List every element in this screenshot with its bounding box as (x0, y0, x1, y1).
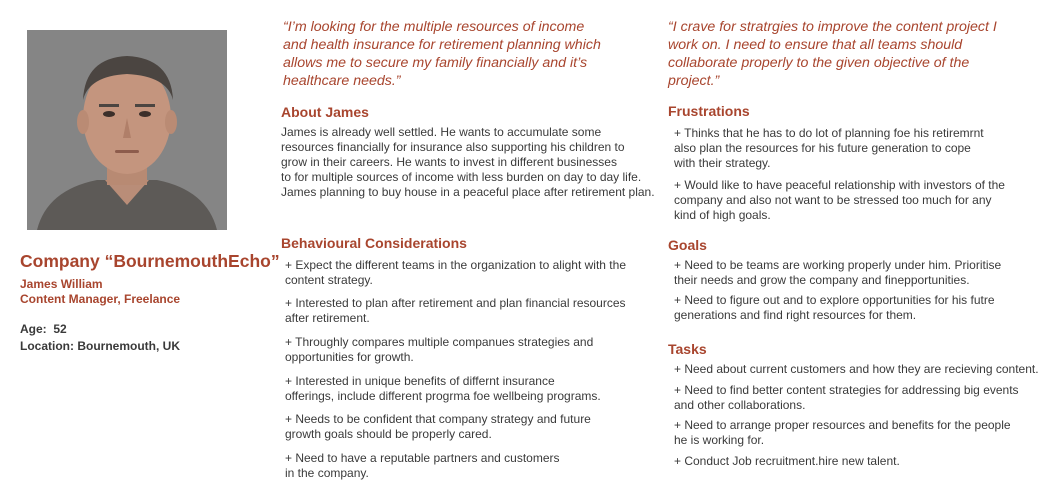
task-item: + Need to arrange proper resources and benefits for the people he is working for. (674, 418, 1011, 447)
behaviour-item: + Need to have a reputable partners and customers in the company. (285, 451, 560, 480)
goal-item: + Need to be teams are working properly under him. Prioritise their needs and grow the company and finepportunities. (674, 258, 1002, 287)
company-name: Company “BournemouthEcho” (20, 251, 280, 271)
tasks-heading: Tasks (668, 341, 707, 357)
frustrations-heading: Frustrations (668, 103, 750, 119)
age-value: 52 (53, 322, 67, 336)
portrait-photo (27, 30, 227, 230)
behaviour-heading: Behavioural Considerations (281, 235, 467, 251)
about-heading: About James (281, 104, 369, 120)
task-item: + Need to find better content strategies for addressing big events and other collaborations. (674, 383, 1019, 412)
location-label: Location: (20, 339, 74, 353)
frustration-item: + Would like to have peaceful relationship with investors of the company and also not want to be stressed too much for any kind of high goals. (674, 178, 1005, 222)
frustration-item: + Thinks that he has to do lot of planning foe his retiremrnt also plan the resources for his future generation to cope with their strategy. (674, 126, 984, 170)
behaviour-item: + Interested to plan after retirement and plan financial resources after retirement. (285, 296, 626, 325)
person-role: Content Manager, Freelance (20, 292, 181, 306)
behaviour-item: + Expect the different teams in the organization to alight with the content strategy. (285, 258, 626, 287)
about-text: James is already well settled. He wants to accumulate some resources financially for insurance also supporting his children to grow in their careers. He wants to invest in different businesses to for multiple sources of income with less burden on day to day life. James planning to buy house in a peaceful place after retirement plan. (281, 125, 655, 199)
goal-item: + Need to figure out and to explore opportunities for his futre generations and find right resources for them. (674, 293, 995, 322)
goals-heading: Goals (668, 237, 707, 253)
location-row (20, 339, 180, 353)
behaviour-item: + Needs to be confident that company strategy and future growth goals should be properly cared. (285, 412, 591, 441)
task-item: + Need about current customers and how they are recieving content. (674, 362, 1039, 376)
behaviour-item: + Interested in unique benefits of differnt insurance offerings, include different progrma foe wellbeing programs. (285, 374, 601, 403)
behaviour-item: + Throughly compares multiple companues strategies and opportunities for growth. (285, 335, 594, 364)
task-item: + Conduct Job recruitment.hire new talent. (674, 454, 900, 468)
person-name: James William (20, 277, 103, 291)
age-row (20, 322, 67, 336)
age-label: Age: (20, 322, 47, 336)
location-value: Bournemouth, UK (77, 339, 180, 353)
quote-retirement: “I’m looking for the multiple resources of income and health insurance for retirement planning which allows me to secure my family financially and it’s healthcare needs.” (283, 19, 601, 89)
quote-content-strategy: “I crave for stratrgies to improve the content project I work on. I need to ensure that all teams should collaborate properly to the given objective of the project.” (668, 19, 997, 89)
